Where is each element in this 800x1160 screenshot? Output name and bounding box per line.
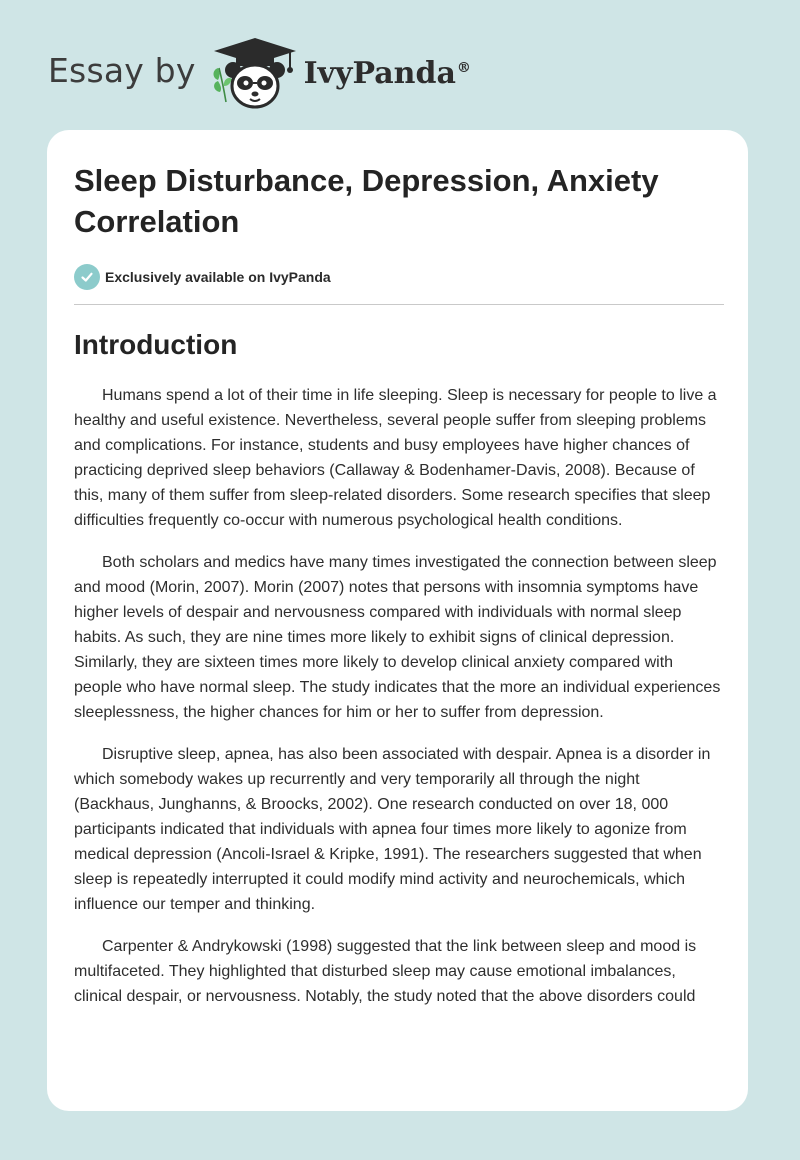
registered-mark: ® bbox=[456, 59, 471, 76]
article-body bbox=[74, 383, 724, 1009]
essay-by-label: Essay by bbox=[48, 50, 196, 90]
exclusive-badge bbox=[74, 264, 724, 290]
paragraph: Disruptive sleep, apnea, has also been associated with despair. Apnea is a disorder in which somebody wakes up recurrently and very temporarily all through the night (Backhaus, Junghanns, & Broocks, 2002). One research conducted on over 18, 000 participants indicated that individuals with apnea four times more likely to agonize from medical depression (Ancoli-Israel & Kripke, 1991). The researchers suggested that when sleep is repeatedly interrupted it could modify mind activity and neurochemicals, which influence our temper and thinking. bbox=[74, 746, 711, 913]
paragraph: Humans spend a lot of their time in life sleeping. Sleep is necessary for people to live a healthy and useful existence. Nevertheless, several people suffer from sleeping problems and complications. For instance, students and busy employees have higher chances of practicing deprived sleep behaviors (Callaway & Bodenhamer-Davis, 2008). Because of this, many of them suffer from sleep-related disorders. Some research specifies that sleep difficulties frequently co-occur with numerous psychological health conditions. bbox=[74, 387, 717, 529]
paragraph: Carpenter & Andrykowski (1998) suggested that the link between sleep and mood is multifaceted. They highlighted that disturbed sleep may cause emotional imbalances, clinical despair, or nervousness. Notably, the study noted that the above disorders could bbox=[74, 938, 697, 1005]
check-icon bbox=[74, 264, 100, 290]
brand-name[interactable]: IvyPanda® bbox=[303, 55, 471, 91]
exclusive-label: Exclusively available on IvyPanda bbox=[105, 269, 331, 285]
page-title: Sleep Disturbance, Depression, Anxiety Correlation bbox=[74, 163, 659, 239]
section-heading: Introduction bbox=[74, 329, 238, 360]
panda-graduate-icon[interactable] bbox=[210, 34, 300, 110]
essay-card bbox=[47, 130, 748, 1111]
site-header bbox=[48, 34, 471, 110]
paragraph: Both scholars and medics have many times investigated the connection between sleep and mood (Morin, 2007). Morin (2007) notes that persons with insomnia symptoms have higher levels of despair and nervousness compared with individuals with normal sleep habits. As such, they are nine times more likely to exhibit signs of clinical depression. Similarly, they are sixteen times more likely to develop clinical anxiety compared with people who have normal sleep. The study indicates that the more an individual experiences sleeplessness, the higher chances for him or her to suffer from depression. bbox=[74, 554, 721, 721]
divider bbox=[74, 304, 724, 305]
